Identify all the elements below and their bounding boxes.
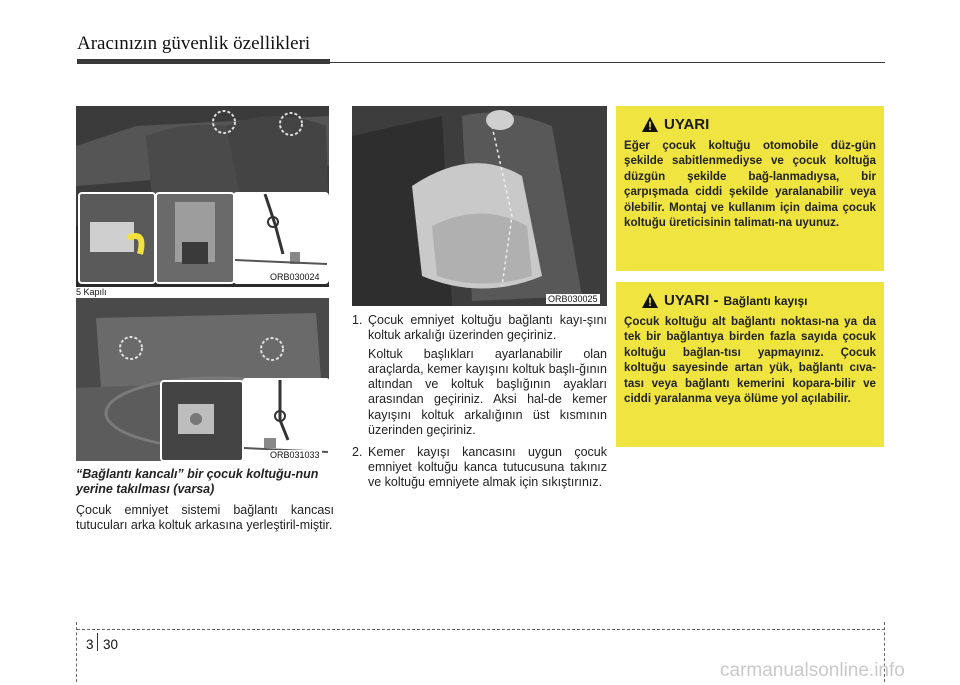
step-text: Kemer kayışı kancasını uygun çocuk emniyet koltuğu kanca tutucusuna takınız ve koltuğu emniyete almak için sıkıştırınız. [368,444,607,489]
footer-margin-line [76,622,77,682]
warning-title: UYARI [664,116,710,133]
warning-triangle-icon [642,293,658,308]
step-2 [352,445,607,494]
instruction-steps [352,313,607,497]
section-caption: “Bağlantı kancalı” bir çocuk koltuğu-nun yerine takılması (varsa) [76,467,319,496]
watermark: carmanualsonline.info [720,660,905,681]
figure3-photo [352,106,607,306]
figure2-label: 5 Kapılı [76,287,107,297]
figure1-code: ORB030024 [270,272,320,282]
page-header-title: Aracınızın güvenlik özellikleri [77,33,311,54]
step-text-extra: Koltuk başlıkları ayarlanabilir olan araçlarda, kemer kayışını koltuk başlı-ğının altından ve koltuk başlığının ayakları arasından geçiriniz. Aksi hal-de kemer kayışını koltuk arkalığının üst kısmının üzerinden geçiriniz. [368,347,607,437]
inset-anchor-holder [155,192,235,284]
page-number: 30 [103,637,119,652]
inset-hook-diagram [233,192,329,284]
section-paragraph: Çocuk emniyet sistemi bağlantı kancası tutucuları arka koltuk arkasına yerleştiril-miştir. [76,503,334,532]
warning-title: UYARI - [664,292,719,309]
warning-text: Çocuk koltuğu alt bağlantı noktası-na ya da tek bir bağlantıya birden fazla sayıda çocuk koltuğu bağlan-tısı yapmayınız. Çocuk koltuğu sayesinde artan yük, bağlantı cıva-tası veya bağlantı kemerini kopara-bilir ve ciddi yaralanma veya ölüme yol açılabilir. [624,315,876,406]
figure1-photo [76,106,329,287]
step-text: Çocuk emniyet koltuğu bağlantı kayı-şını koltuk arkalığı üzerinden geçiriniz. [368,313,607,343]
figure2-photo [76,298,329,461]
warning-text: Eğer çocuk koltuğu otomobile düz-gün şekilde sabitlenmediyse ve çocuk koltuğa düzgün şekilde bağ-lanmadıysa, bir çarpışmada ciddi şekilde yaralanabilir veya ölebilir. Montaj ve kullanım için daima çocuk koltuğu üreticisinin talimatı-na uyunuz. [624,139,876,230]
chapter-number: 3 [86,637,94,652]
child-seat-illustration [352,106,607,306]
header-rule-thin [330,62,885,63]
inset-anchor-cover [78,192,156,284]
header-rule [77,59,330,64]
warning-box-tether [616,282,884,447]
page-number-separator [97,633,98,651]
step-number: 1. [352,313,363,327]
inset-trunk-anchor [160,380,244,461]
figure3-code: ORB030025 [548,294,598,304]
step-number: 2. [352,444,363,459]
footer-rule [77,629,885,630]
warning-triangle-icon [642,117,658,132]
warning-box-general [616,106,884,271]
figure2-code: ORB031033 [270,450,320,460]
step-1 [352,313,607,442]
warning-subtitle: Bağlantı kayışı [723,293,808,308]
inset-trunk-hook-diagram [242,378,329,461]
